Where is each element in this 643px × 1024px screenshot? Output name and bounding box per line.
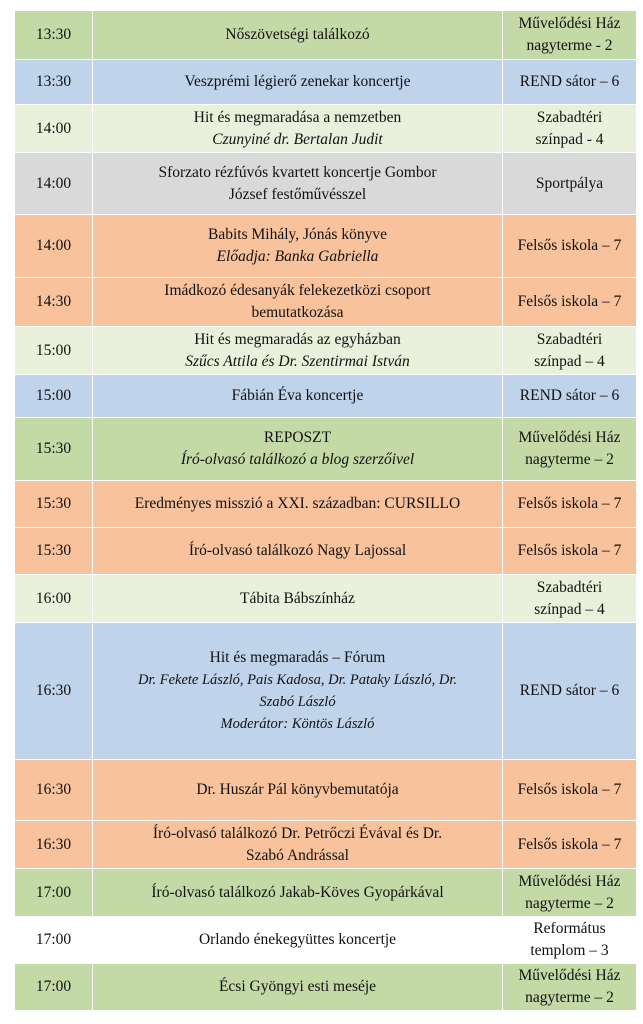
event-venue-cell xyxy=(503,481,637,528)
event-title: Nőszövetségi találkozó xyxy=(225,26,370,43)
event-venue: Művelődési Ház xyxy=(518,872,621,890)
event-title: Sforzato rézfúvós kvartett koncertje Gombor xyxy=(158,163,437,181)
event-title: Dr. Huszár Pál könyvbemutatója xyxy=(196,781,399,798)
event-time: 15:30 xyxy=(15,481,93,528)
event-venue-cell xyxy=(503,575,637,623)
event-time: 15:30 xyxy=(15,528,93,575)
event-venue: Felsős iskola – 7 xyxy=(517,293,622,310)
event-venue: színpad – 4 xyxy=(534,352,605,370)
event-time: 16:30 xyxy=(15,821,93,869)
schedule-row xyxy=(15,869,637,917)
event-title-cell xyxy=(93,105,503,153)
schedule-row xyxy=(15,964,637,1011)
event-time: 16:30 xyxy=(15,623,93,760)
event-title-cell xyxy=(93,153,503,215)
event-title: Szabó Andrással xyxy=(246,846,349,864)
event-venue: Művelődési Ház xyxy=(518,429,621,446)
event-venue: REND sátor – 6 xyxy=(519,73,620,90)
event-title: Író-olvasó találkozó Nagy Lajossal xyxy=(188,542,407,559)
event-time: 14:00 xyxy=(15,153,93,215)
schedule-row xyxy=(15,60,637,105)
event-venue: nagyterme – 2 xyxy=(525,894,614,912)
event-presenter: Előadja: Banka Gabriella xyxy=(216,248,379,265)
schedule-row xyxy=(15,760,637,821)
event-presenter: Dr. Fekete László, Pais Kadosa, Dr. Pataky László, Dr. xyxy=(137,672,457,688)
event-time: 15:00 xyxy=(15,375,93,418)
event-title: Hit és megmaradás – Fórum xyxy=(209,649,386,666)
event-time: 13:30 xyxy=(15,60,93,105)
event-venue-cell xyxy=(503,760,637,821)
event-title: Orlando énekegyüttes koncertje xyxy=(198,931,397,948)
event-title: Hit és megmaradása a nemzetben xyxy=(193,108,402,126)
event-venue: Felsős iskola – 7 xyxy=(517,542,622,559)
event-venue-cell xyxy=(503,11,637,60)
event-time: 16:30 xyxy=(15,760,93,821)
event-venue-cell xyxy=(503,917,637,964)
schedule-row xyxy=(15,481,637,528)
event-venue-cell xyxy=(503,105,637,153)
event-title-cell xyxy=(93,11,503,60)
event-venue: Felsős iskola – 7 xyxy=(517,781,622,798)
event-venue: nagyterme - 2 xyxy=(526,37,613,54)
event-title: Veszprémi légierő zenekar koncertje xyxy=(184,73,411,90)
event-title-cell xyxy=(93,528,503,575)
event-time: 17:00 xyxy=(15,869,93,917)
event-title: Écsi Gyöngyi esti meséje xyxy=(218,978,377,995)
event-title: Hit és megmaradás az egyházban xyxy=(194,330,401,348)
schedule-table xyxy=(14,10,637,1011)
event-venue-cell xyxy=(503,418,637,481)
schedule-body xyxy=(15,11,637,1011)
event-venue-cell xyxy=(503,215,637,278)
schedule-row xyxy=(15,917,637,964)
program-schedule xyxy=(14,10,636,1011)
event-venue: Felsős iskola – 7 xyxy=(517,495,622,512)
event-venue: Szabadtéri xyxy=(536,578,603,596)
event-venue-cell xyxy=(503,528,637,575)
schedule-row xyxy=(15,153,637,215)
event-title: Imádkozó édesanyák felekezetközi csoport xyxy=(164,282,431,299)
event-title-cell xyxy=(93,821,503,869)
event-venue: REND sátor – 6 xyxy=(519,682,620,699)
schedule-row xyxy=(15,278,637,327)
event-venue: nagyterme – 2 xyxy=(525,989,614,1006)
event-venue-cell xyxy=(503,964,637,1011)
schedule-row xyxy=(15,418,637,481)
event-venue-cell xyxy=(503,60,637,105)
event-title: Tábita Bábszínház xyxy=(240,589,355,607)
event-venue: színpad - 4 xyxy=(535,130,604,148)
event-venue-cell xyxy=(503,623,637,760)
event-presenter: Író-olvasó találkozó a blog szerzőivel xyxy=(180,451,415,468)
event-title: bemutatkozása xyxy=(251,304,344,321)
event-venue-cell xyxy=(503,153,637,215)
event-time: 15:00 xyxy=(15,327,93,375)
event-title-cell xyxy=(93,760,503,821)
event-venue-cell xyxy=(503,278,637,327)
event-venue: Művelődési Ház xyxy=(518,15,621,32)
event-venue-cell xyxy=(503,869,637,917)
event-title: REPOSZT xyxy=(263,429,332,446)
event-time: 15:30 xyxy=(15,418,93,481)
event-time: 16:00 xyxy=(15,575,93,623)
event-venue: Sportpálya xyxy=(535,174,604,192)
event-title-cell xyxy=(93,278,503,327)
event-time: 17:00 xyxy=(15,964,93,1011)
event-title-cell xyxy=(93,60,503,105)
event-title: József festőművésszel xyxy=(228,185,367,203)
event-presenter: Moderátor: Köntös László xyxy=(220,716,375,732)
event-time: 14:30 xyxy=(15,278,93,327)
event-venue-cell xyxy=(503,375,637,418)
schedule-row xyxy=(15,105,637,153)
event-time: 17:00 xyxy=(15,917,93,964)
schedule-row xyxy=(15,821,637,869)
event-title-cell xyxy=(93,917,503,964)
event-venue: Művelődési Ház xyxy=(518,967,621,984)
event-venue: Református xyxy=(533,920,606,937)
event-title-cell xyxy=(93,215,503,278)
event-title: Babits Mihály, Jónás könyve xyxy=(208,226,387,243)
event-time: 14:00 xyxy=(15,105,93,153)
event-venue: REND sátor – 6 xyxy=(519,387,620,404)
event-venue-cell xyxy=(503,327,637,375)
event-venue: Szabadtéri xyxy=(536,108,603,126)
event-title-cell xyxy=(93,375,503,418)
event-venue: Felsős iskola – 7 xyxy=(517,835,622,853)
schedule-row xyxy=(15,528,637,575)
event-title-cell xyxy=(93,964,503,1011)
event-venue: Felsős iskola – 7 xyxy=(517,237,622,254)
schedule-row xyxy=(15,575,637,623)
schedule-row xyxy=(15,623,637,760)
schedule-row xyxy=(15,11,637,60)
event-venue: templom – 3 xyxy=(530,942,609,959)
event-title: Író-olvasó találkozó Jakab-Köves Gyopárkával xyxy=(151,883,444,901)
event-title-cell xyxy=(93,327,503,375)
event-title-cell xyxy=(93,869,503,917)
event-title: Író-olvasó találkozó Dr. Petrőczi Évával és Dr. xyxy=(152,824,443,842)
event-time: 13:30 xyxy=(15,11,93,60)
event-title-cell xyxy=(93,481,503,528)
schedule-row xyxy=(15,327,637,375)
event-time: 14:00 xyxy=(15,215,93,278)
event-title: Eredményes misszió a XXI. században: CURSILLO xyxy=(134,495,461,512)
event-venue: színpad – 4 xyxy=(534,600,605,618)
event-venue: nagyterme – 2 xyxy=(525,451,614,468)
event-title-cell xyxy=(93,418,503,481)
event-venue-cell xyxy=(503,821,637,869)
event-title-cell xyxy=(93,575,503,623)
event-title: Fábián Éva koncertje xyxy=(231,387,364,404)
schedule-row xyxy=(15,215,637,278)
event-presenter: Czunyiné dr. Bertalan Judit xyxy=(212,130,383,148)
event-venue: Szabadtéri xyxy=(536,330,603,348)
event-presenter: Szabó László xyxy=(259,694,336,710)
event-title-cell xyxy=(93,623,503,760)
event-presenter: Szűcs Attila és Dr. Szentirmai István xyxy=(185,352,410,370)
schedule-row xyxy=(15,375,637,418)
